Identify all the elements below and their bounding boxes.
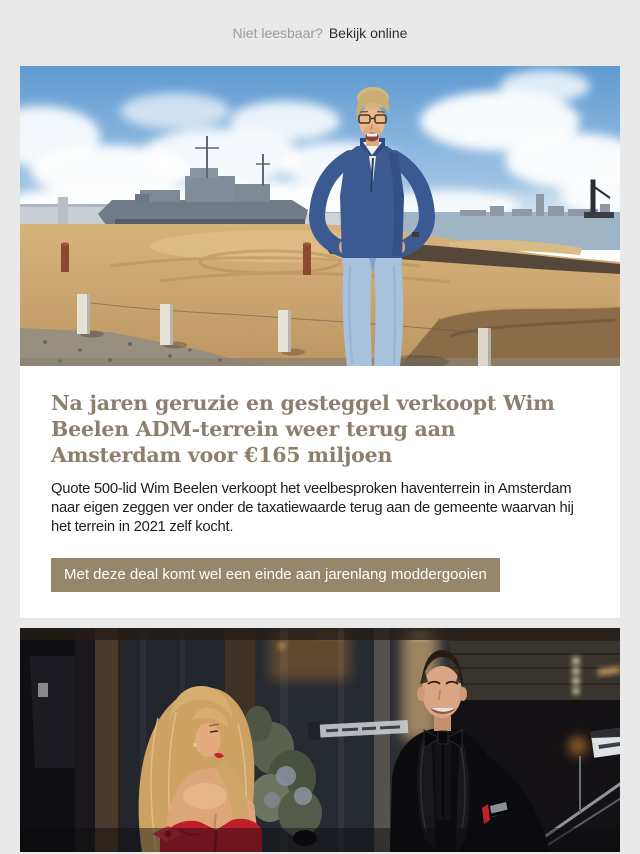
view-online-link[interactable]: Bekijk online bbox=[328, 25, 408, 41]
bottom-vignette bbox=[20, 828, 620, 852]
card-spacer bbox=[20, 618, 620, 628]
article-body: Quote 500-lid Wim Beelen verkoopt het veelbesproken haventerrein in Amsterdam naar eigen zeggen ver onder de taxatiewaarde terug aan de gemeente waarvan hij het terrein in 2021 zelf kocht. bbox=[51, 481, 574, 535]
article-text-section bbox=[20, 366, 620, 618]
street-lamp-glow bbox=[569, 737, 587, 755]
hero-photo[interactable] bbox=[20, 66, 620, 366]
email-content bbox=[20, 66, 620, 852]
article-headline: Na jaren geruzie en gesteggel verkoopt Wim Beelen ADM-terrein weer terug aan Amsterdam voor €165 miljoen bbox=[51, 391, 555, 467]
preheader bbox=[0, 0, 640, 66]
preheader-text: Niet leesbaar? bbox=[232, 25, 323, 41]
article-card bbox=[20, 66, 620, 618]
second-photo[interactable] bbox=[20, 628, 620, 852]
article-cta-button[interactable]: Met deze deal komt wel een einde aan jarenlang moddergooien bbox=[51, 558, 500, 592]
